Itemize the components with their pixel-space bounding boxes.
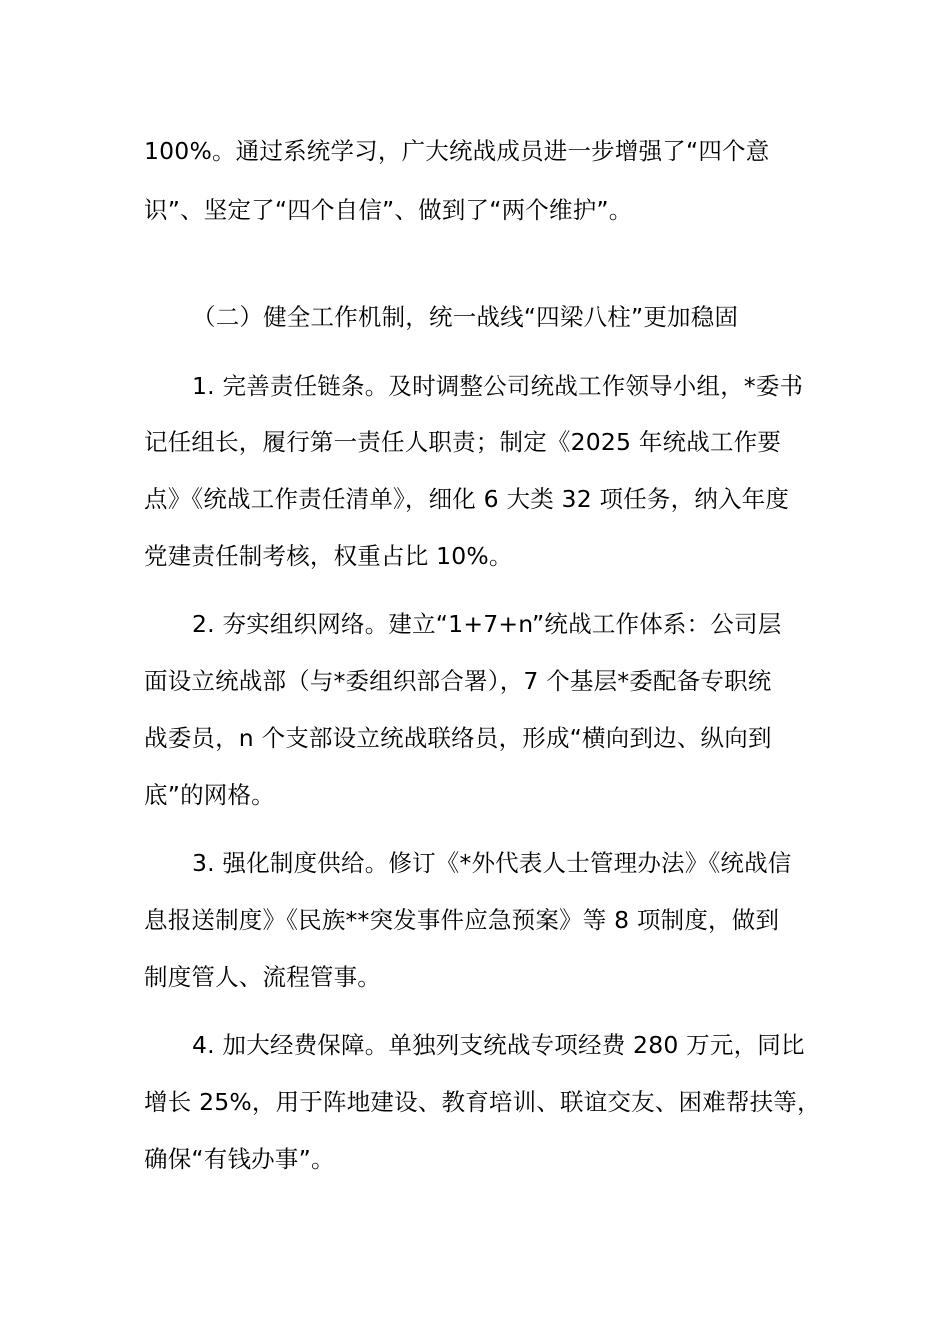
text-line: 息报送制度》《民族**突发事件应急预案》等 8 项制度，做到 (144, 906, 780, 934)
text-line: 底”的网格。 (144, 781, 275, 809)
text-line: 增长 25%，用于阵地建设、教育培训、联谊交友、困难帮扶等， (144, 1088, 821, 1116)
text-line: 确保“有钱办事”。 (144, 1145, 335, 1173)
text-line: 1. 完善责任链条。及时调整公司统战工作领导小组，*委书 (192, 372, 804, 400)
text-line: 点》《统战工作责任清单》，细化 6 大类 32 项任务，纳入年度 (144, 485, 790, 513)
text-line: 战委员，n 个支部设立统战联络员，形成“横向到边、纵向到 (144, 724, 772, 752)
text-line: 记任组长，履行第一责任人职责；制定《2025 年统战工作要 (144, 428, 782, 456)
text-line: 面设立统战部（与*委组织部合署），7 个基层*委配备专职统 (144, 667, 772, 695)
text-line: 2. 夯实组织网络。建立“1+7+n”统战工作体系：公司层 (192, 610, 782, 638)
text-line: 3. 强化制度供给。修订《*外代表人士管理办法》《统战信 (192, 849, 792, 877)
text-line: 4. 加大经费保障。单独列支统战专项经费 280 万元，同比 (192, 1031, 805, 1059)
text-line: 党建责任制考核，权重占比 10%。 (144, 542, 513, 570)
text-line: 识”、坚定了“四个自信”、做到了“两个维护”。 (144, 196, 633, 224)
section-heading-text: （二）健全工作机制，统一战线“四梁八柱”更加稳固 (192, 303, 739, 331)
text-line: 100%。通过系统学习，广大统战成员进一步增强了“四个意 (144, 137, 770, 165)
text-line: 制度管人、流程管事。 (144, 963, 381, 991)
